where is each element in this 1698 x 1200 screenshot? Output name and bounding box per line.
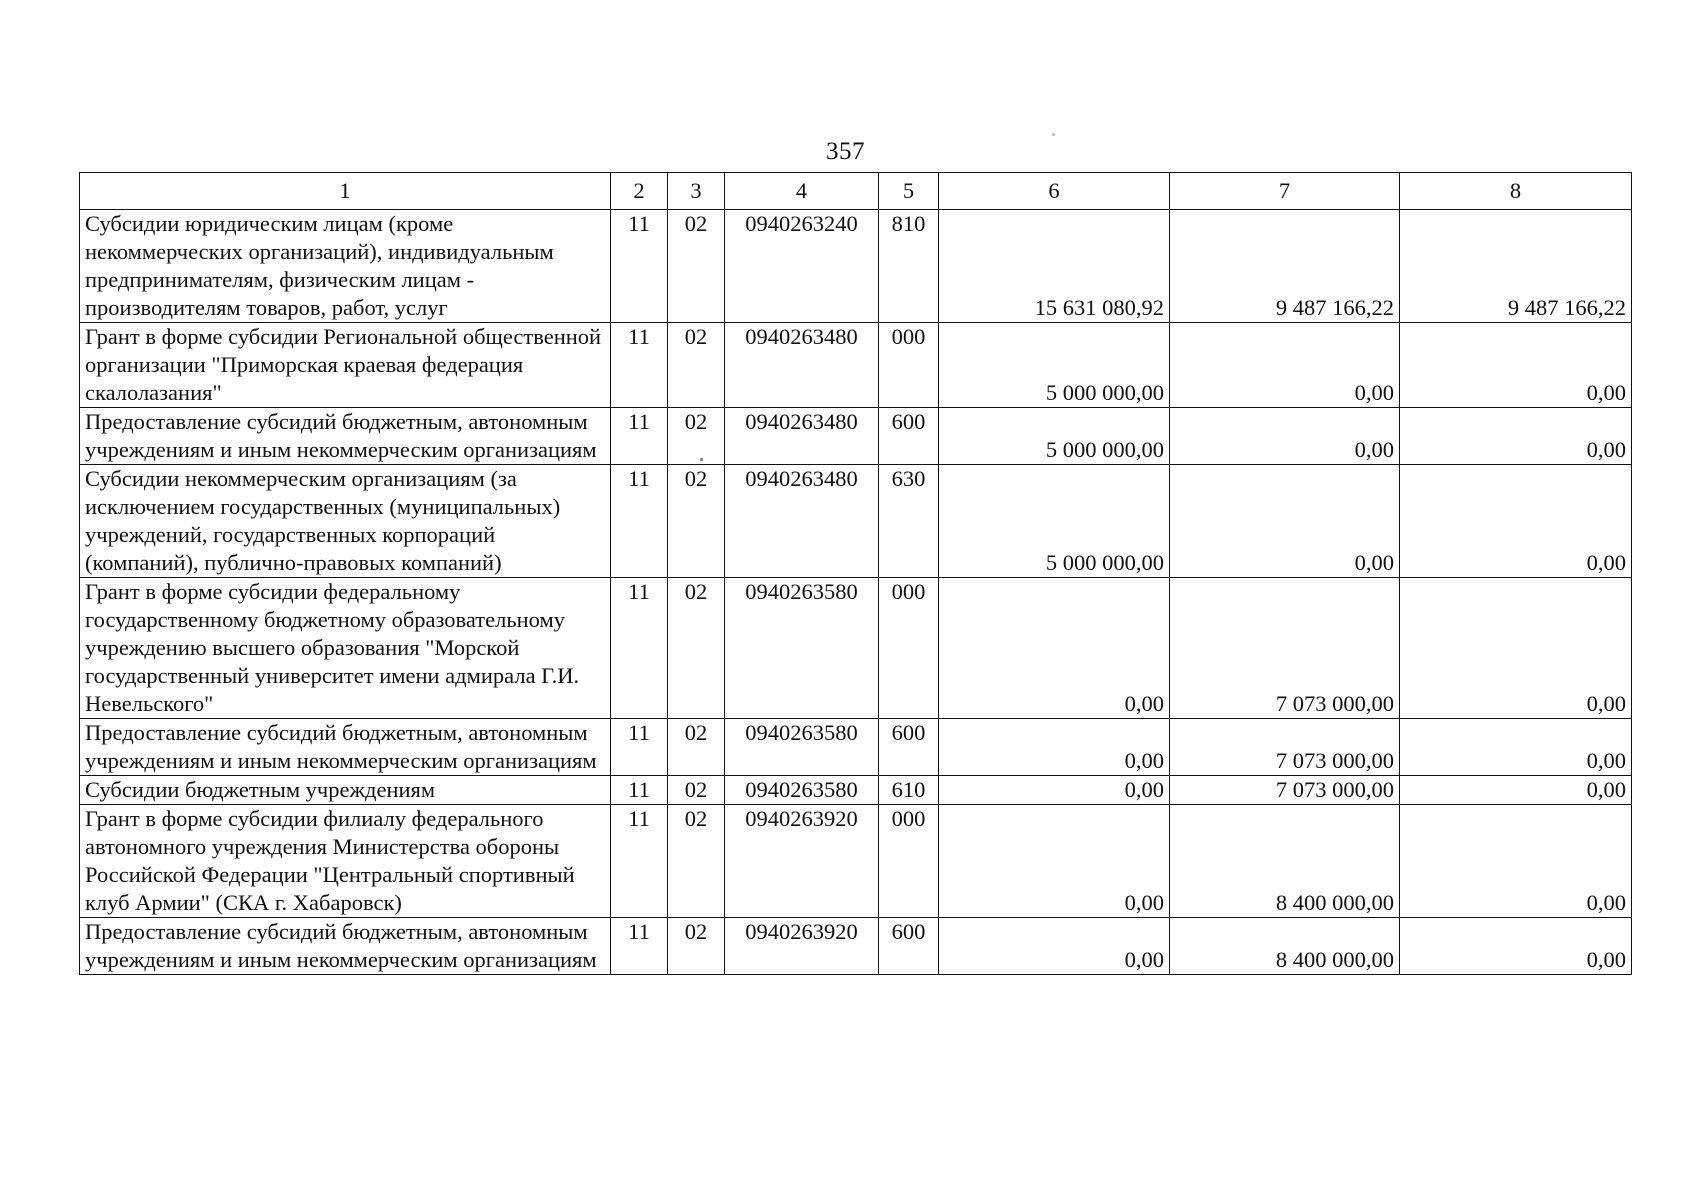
amount-col6-cell: 5 000 000,00 bbox=[939, 408, 1170, 465]
expense-type-cell: 810 bbox=[879, 210, 939, 323]
expense-type-cell: 600 bbox=[879, 719, 939, 776]
row-name-cell: Грант в форме субсидии филиалу федерального автономного учреждения Министерства обороны Российской Федерации "Центральный спортивный клуб Армии" (СКА г. Хабаровск) bbox=[80, 805, 611, 918]
expense-type-cell: 610 bbox=[879, 776, 939, 805]
budget-table bbox=[79, 172, 1632, 975]
target-article-cell: 0940263580 bbox=[725, 578, 879, 719]
amount-col8-cell: 9 487 166,22 bbox=[1400, 210, 1632, 323]
section-code-cell: 11 bbox=[611, 805, 668, 918]
header-cell: 1 bbox=[80, 173, 611, 210]
expense-type-cell: 000 bbox=[879, 323, 939, 408]
table-row bbox=[80, 210, 1632, 323]
amount-col8-cell: 0,00 bbox=[1400, 719, 1632, 776]
amount-col6-cell: 0,00 bbox=[939, 719, 1170, 776]
target-article-cell: 0940263480 bbox=[725, 323, 879, 408]
row-name-cell: Грант в форме субсидии Региональной общественной организации "Приморская краевая федерация скалолазания" bbox=[80, 323, 611, 408]
amount-col7-cell: 9 487 166,22 bbox=[1170, 210, 1400, 323]
amount-col7-cell: 0,00 bbox=[1170, 465, 1400, 578]
header-cell: 4 bbox=[725, 173, 879, 210]
amount-col6-cell: 0,00 bbox=[939, 578, 1170, 719]
section-code-cell: 11 bbox=[611, 408, 668, 465]
expense-type-cell: 000 bbox=[879, 578, 939, 719]
section-code-cell: 11 bbox=[611, 776, 668, 805]
row-name-cell: Субсидии юридическим лицам (кроме некоммерческих организаций), индивидуальным предпринимателям, физическим лицам - производителям товаров, работ, услуг bbox=[80, 210, 611, 323]
section-code-cell: 11 bbox=[611, 465, 668, 578]
row-name-cell: Грант в форме субсидии федеральному государственному бюджетному образовательному учреждению высшего образования "Морской государственный университет имени адмирала Г.И. Невельского" bbox=[80, 578, 611, 719]
section-code-cell: 11 bbox=[611, 578, 668, 719]
subsection-code-cell: 02 bbox=[668, 776, 725, 805]
target-article-cell: 0940263920 bbox=[725, 805, 879, 918]
amount-col7-cell: 0,00 bbox=[1170, 323, 1400, 408]
amount-col7-cell: 7 073 000,00 bbox=[1170, 776, 1400, 805]
amount-col8-cell: 0,00 bbox=[1400, 578, 1632, 719]
subsection-code-cell: 02 bbox=[668, 578, 725, 719]
header-row bbox=[80, 173, 1632, 210]
table-row bbox=[80, 408, 1632, 465]
amount-col6-cell: 0,00 bbox=[939, 776, 1170, 805]
header-cell: 7 bbox=[1170, 173, 1400, 210]
table-row bbox=[80, 805, 1632, 918]
section-code-cell: 11 bbox=[611, 210, 668, 323]
subsection-code-cell: 02 bbox=[668, 719, 725, 776]
section-code-cell: 11 bbox=[611, 719, 668, 776]
header-cell: 2 bbox=[611, 173, 668, 210]
row-name-cell: Предоставление субсидий бюджетным, автономным учреждениям и иным некоммерческим организациям bbox=[80, 408, 611, 465]
target-article-cell: 0940263580 bbox=[725, 776, 879, 805]
subsection-code-cell: 02 bbox=[668, 408, 725, 465]
amount-col6-cell: 15 631 080,92 bbox=[939, 210, 1170, 323]
expense-type-cell: 000 bbox=[879, 805, 939, 918]
amount-col6-cell: 5 000 000,00 bbox=[939, 323, 1170, 408]
table-row bbox=[80, 776, 1632, 805]
amount-col8-cell: 0,00 bbox=[1400, 805, 1632, 918]
target-article-cell: 0940263580 bbox=[725, 719, 879, 776]
target-article-cell: 0940263240 bbox=[725, 210, 879, 323]
amount-col8-cell: 0,00 bbox=[1400, 776, 1632, 805]
target-article-cell: 0940263920 bbox=[725, 918, 879, 975]
table-row bbox=[80, 918, 1632, 975]
amount-col7-cell: 8 400 000,00 bbox=[1170, 918, 1400, 975]
section-code-cell: 11 bbox=[611, 918, 668, 975]
table-row bbox=[80, 719, 1632, 776]
amount-col6-cell: 0,00 bbox=[939, 805, 1170, 918]
scan-speck bbox=[1052, 133, 1055, 136]
amount-col8-cell: 0,00 bbox=[1400, 918, 1632, 975]
target-article-cell: 0940263480 bbox=[725, 408, 879, 465]
row-name-cell: Предоставление субсидий бюджетным, автономным учреждениям и иным некоммерческим организациям bbox=[80, 918, 611, 975]
header-cell: 6 bbox=[939, 173, 1170, 210]
amount-col7-cell: 7 073 000,00 bbox=[1170, 719, 1400, 776]
amount-col7-cell: 8 400 000,00 bbox=[1170, 805, 1400, 918]
row-name-cell: Предоставление субсидий бюджетным, автономным учреждениям и иным некоммерческим организациям bbox=[80, 719, 611, 776]
header-cell: 5 bbox=[879, 173, 939, 210]
subsection-code-cell: 02 bbox=[668, 465, 725, 578]
subsection-code-cell: 02 bbox=[668, 805, 725, 918]
expense-type-cell: 600 bbox=[879, 918, 939, 975]
row-name-cell: Субсидии бюджетным учреждениям bbox=[80, 776, 611, 805]
amount-col6-cell: 0,00 bbox=[939, 918, 1170, 975]
header-cell: 8 bbox=[1400, 173, 1632, 210]
table-row bbox=[80, 323, 1632, 408]
amount-col8-cell: 0,00 bbox=[1400, 408, 1632, 465]
subsection-code-cell: 02 bbox=[668, 918, 725, 975]
amount-col7-cell: 7 073 000,00 bbox=[1170, 578, 1400, 719]
amount-col6-cell: 5 000 000,00 bbox=[939, 465, 1170, 578]
expense-type-cell: 630 bbox=[879, 465, 939, 578]
subsection-code-cell: 02 bbox=[668, 323, 725, 408]
table-row bbox=[80, 465, 1632, 578]
expense-type-cell: 600 bbox=[879, 408, 939, 465]
subsection-code-cell: 02 bbox=[668, 210, 725, 323]
row-name-cell: Субсидии некоммерческим организациям (за исключением государственных (муниципальных) учреждений, государственных корпораций (компаний), публично-правовых компаний) bbox=[80, 465, 611, 578]
page-number: 357 bbox=[826, 138, 865, 165]
target-article-cell: 0940263480 bbox=[725, 465, 879, 578]
scan-speck bbox=[700, 458, 703, 461]
section-code-cell: 11 bbox=[611, 323, 668, 408]
amount-col7-cell: 0,00 bbox=[1170, 408, 1400, 465]
table-row bbox=[80, 578, 1632, 719]
header-cell: 3 bbox=[668, 173, 725, 210]
amount-col8-cell: 0,00 bbox=[1400, 465, 1632, 578]
amount-col8-cell: 0,00 bbox=[1400, 323, 1632, 408]
